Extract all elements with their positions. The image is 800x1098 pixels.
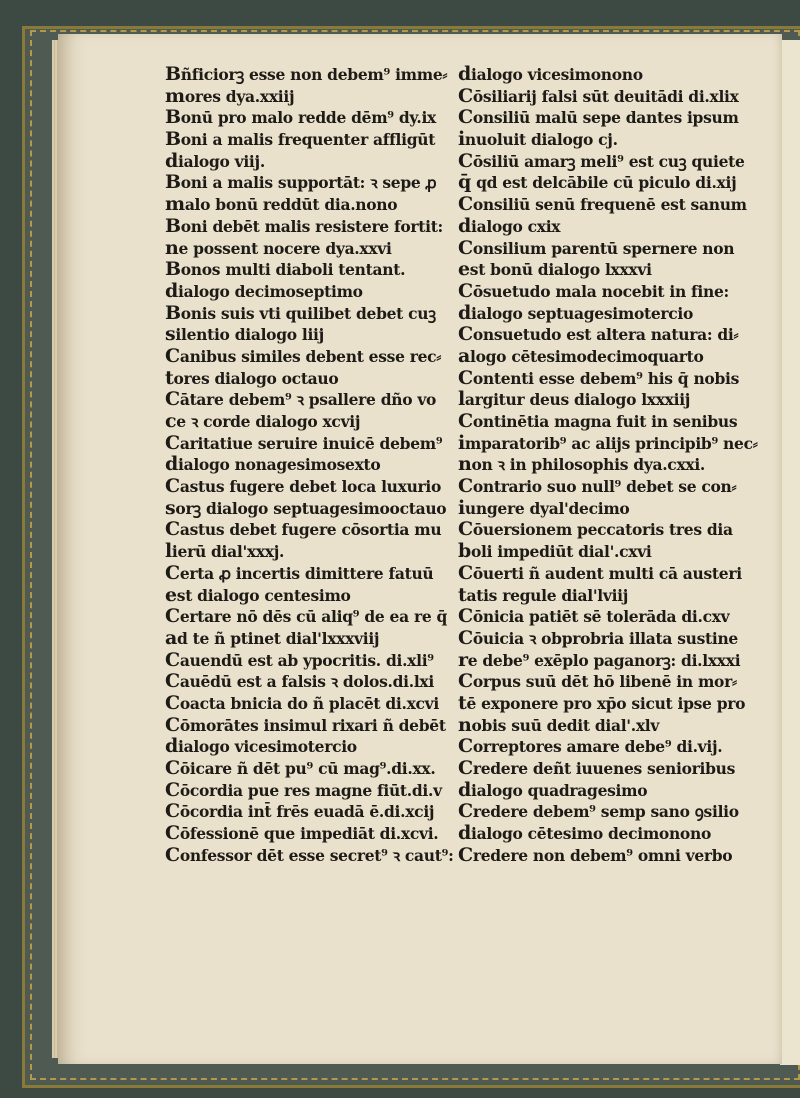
- index-line: q̄ qd est delcābile cū piculo di.xij: [458, 172, 737, 194]
- index-line: iungere dyal'decimo: [458, 497, 630, 519]
- index-line: dialogo septuagesimotercio: [458, 302, 694, 324]
- index-line: silentio dialogo liij: [165, 324, 324, 346]
- index-line: Cōnicia patiēt sē tolerāda di.cxv: [458, 606, 730, 628]
- index-line: largitur deus dialogo lxxxiij: [458, 389, 691, 411]
- index-line: Credere deñt iuuenes senioribus: [458, 758, 736, 779]
- index-line: Castus debet fugere cōsortia mu: [165, 519, 442, 541]
- index-line: Boni debēt malis resistere fortit:: [165, 215, 443, 237]
- index-line: Confessor dēt esse secret⁹ ꝛ caut⁹:: [165, 844, 454, 866]
- index-line: malo bonū reddūt dia.nono: [165, 194, 398, 216]
- index-line: dialogo cxix: [458, 215, 561, 237]
- left-column: [165, 64, 455, 866]
- index-line: Coacta bnicia do ñ placēt di.xcvi: [165, 692, 439, 714]
- index-line: est dialogo centesimo: [165, 584, 351, 606]
- index-line: Credere non debem⁹ omni verbo: [458, 844, 733, 866]
- index-line: mores dya.xxiij: [165, 85, 295, 107]
- index-line: Consilium parentū spernere non: [458, 237, 735, 259]
- index-line: Correptores amare debe⁹ di.vij.: [458, 736, 723, 758]
- index-line: Certa ꝓ incertis dimittere fatuū: [165, 562, 434, 584]
- index-line: Bonos multi diaboli tentant.: [165, 259, 406, 281]
- index-line: Boni a malis frequenter affligūt: [165, 129, 436, 151]
- index-line: ne possent nocere dya.xxvi: [165, 237, 392, 259]
- index-line: Continētia magna fuit in senibus: [458, 411, 738, 432]
- index-line: Cōmorātes insimul rixari ñ debēt: [165, 714, 446, 736]
- index-line: Bonis suis vti quilibet debet cuꝫ: [165, 302, 436, 324]
- index-line: nobis suū dedit dial'.xlv: [458, 714, 660, 736]
- index-line: re debe⁹ exēplo paganorꝫ: di.lxxxi: [458, 649, 741, 671]
- index-line: Corpus suū dēt hō libenē in mor⸗: [458, 671, 737, 693]
- index-line: non ꝛ in philosophis dya.cxxi.: [458, 454, 706, 476]
- index-line: Canibus similes debent esse rec⸗: [165, 345, 442, 367]
- index-line: Consiliū senū frequenē est sanum: [458, 194, 747, 216]
- index-line: Boni a malis supportāt: ꝛ sepe ꝓ: [165, 172, 437, 194]
- index-line: alogo cētesimodecimoquarto: [458, 345, 704, 367]
- index-line: est bonū dialogo lxxxvi: [458, 259, 652, 281]
- index-line: Cōuicia ꝛ obprobria illata sustine: [458, 627, 738, 649]
- right-column: [458, 64, 758, 866]
- index-line: Cōcordia pue res magne fiūt.di.v: [165, 779, 442, 801]
- index-line: Cōicare ñ dēt pu⁹ cū mag⁹.di.xx.: [165, 758, 436, 779]
- index-line: boli impediūt dial'.cxvi: [458, 541, 652, 563]
- index-line: Contenti esse debem⁹ his q̄ nobis: [458, 367, 740, 389]
- index-line: Cātare debem⁹ ꝛ psallere dño vo: [165, 389, 437, 411]
- index-line: Castus fugere debet loca luxurio: [165, 476, 442, 498]
- index-line: dialogo nonagesimosexto: [165, 454, 381, 476]
- index-line: dialogo vicesimotercio: [165, 736, 357, 758]
- index-line: ce ꝛ corde dialogo xcvij: [165, 411, 361, 432]
- index-line: Cauēdū est a falsis ꝛ dolos.di.lxi: [165, 671, 434, 693]
- index-line: dialogo quadragesimo: [458, 779, 648, 801]
- index-line: sorꝫ dialogo septuagesimooctauo: [165, 497, 447, 519]
- facing-page-edge: [780, 40, 800, 1065]
- index-line: Cōcordia int̄ frēs euadā ē.di.xcij: [165, 801, 435, 823]
- index-line: Cōuerti ñ audent multi cā austeri: [458, 562, 742, 584]
- index-line: Certare nō dēs cū aliq⁹ de ea re q̄: [165, 606, 448, 628]
- index-line: Consiliū malū sepe dantes ipsum: [458, 107, 739, 129]
- index-line: Cōsiliarij falsi sūt deuitādi di.xlix: [458, 85, 739, 107]
- index-line: Cōfessionē que impediāt di.xcvi.: [165, 823, 439, 845]
- index-line: Contrario suo null⁹ debet se con⸗: [458, 476, 737, 498]
- index-line: dialogo decimoseptimo: [165, 280, 363, 302]
- index-line: imparatorib⁹ ac alijs principib⁹ nec⸗: [458, 432, 758, 454]
- index-line: Caritatiue seruire inuicē debem⁹: [165, 432, 443, 454]
- index-line: dialogo viij.: [165, 150, 265, 172]
- index-line: tores dialogo octauo: [165, 367, 339, 389]
- index-line: lierū dial'xxxj.: [165, 541, 285, 563]
- index-line: Cōsuetudo mala nocebit in fine:: [458, 280, 729, 302]
- index-line: Bonū pro malo redde dēm⁹ dy.ix: [165, 107, 436, 129]
- index-line: dialogo cētesimo decimonono: [458, 823, 711, 845]
- index-line: Cōsiliū amarꝫ meli⁹ est cuꝫ quiete: [458, 150, 745, 172]
- index-line: Consuetudo est altera natura: di⸗: [458, 324, 739, 346]
- index-line: Credere debem⁹ semp sano ꝯsilio: [458, 801, 739, 823]
- index-line: tē exponere pro xp̄o sicut ipse pro: [458, 692, 746, 714]
- index-line: inuoluit dialogo cj.: [458, 129, 618, 151]
- index-line: Cōuersionem peccatoris tres dia: [458, 519, 733, 541]
- index-line: dialogo vicesimonono: [458, 64, 643, 85]
- index-line: Bñficiorꝫ esse non debem⁹ imme⸗: [165, 64, 448, 85]
- index-line: Cauendū est ab ypocritis. di.xli⁹: [165, 649, 434, 671]
- index-line: tatis regule dial'lviij: [458, 584, 629, 606]
- index-line: ad te ñ ptinet dial'lxxxviij: [165, 627, 380, 649]
